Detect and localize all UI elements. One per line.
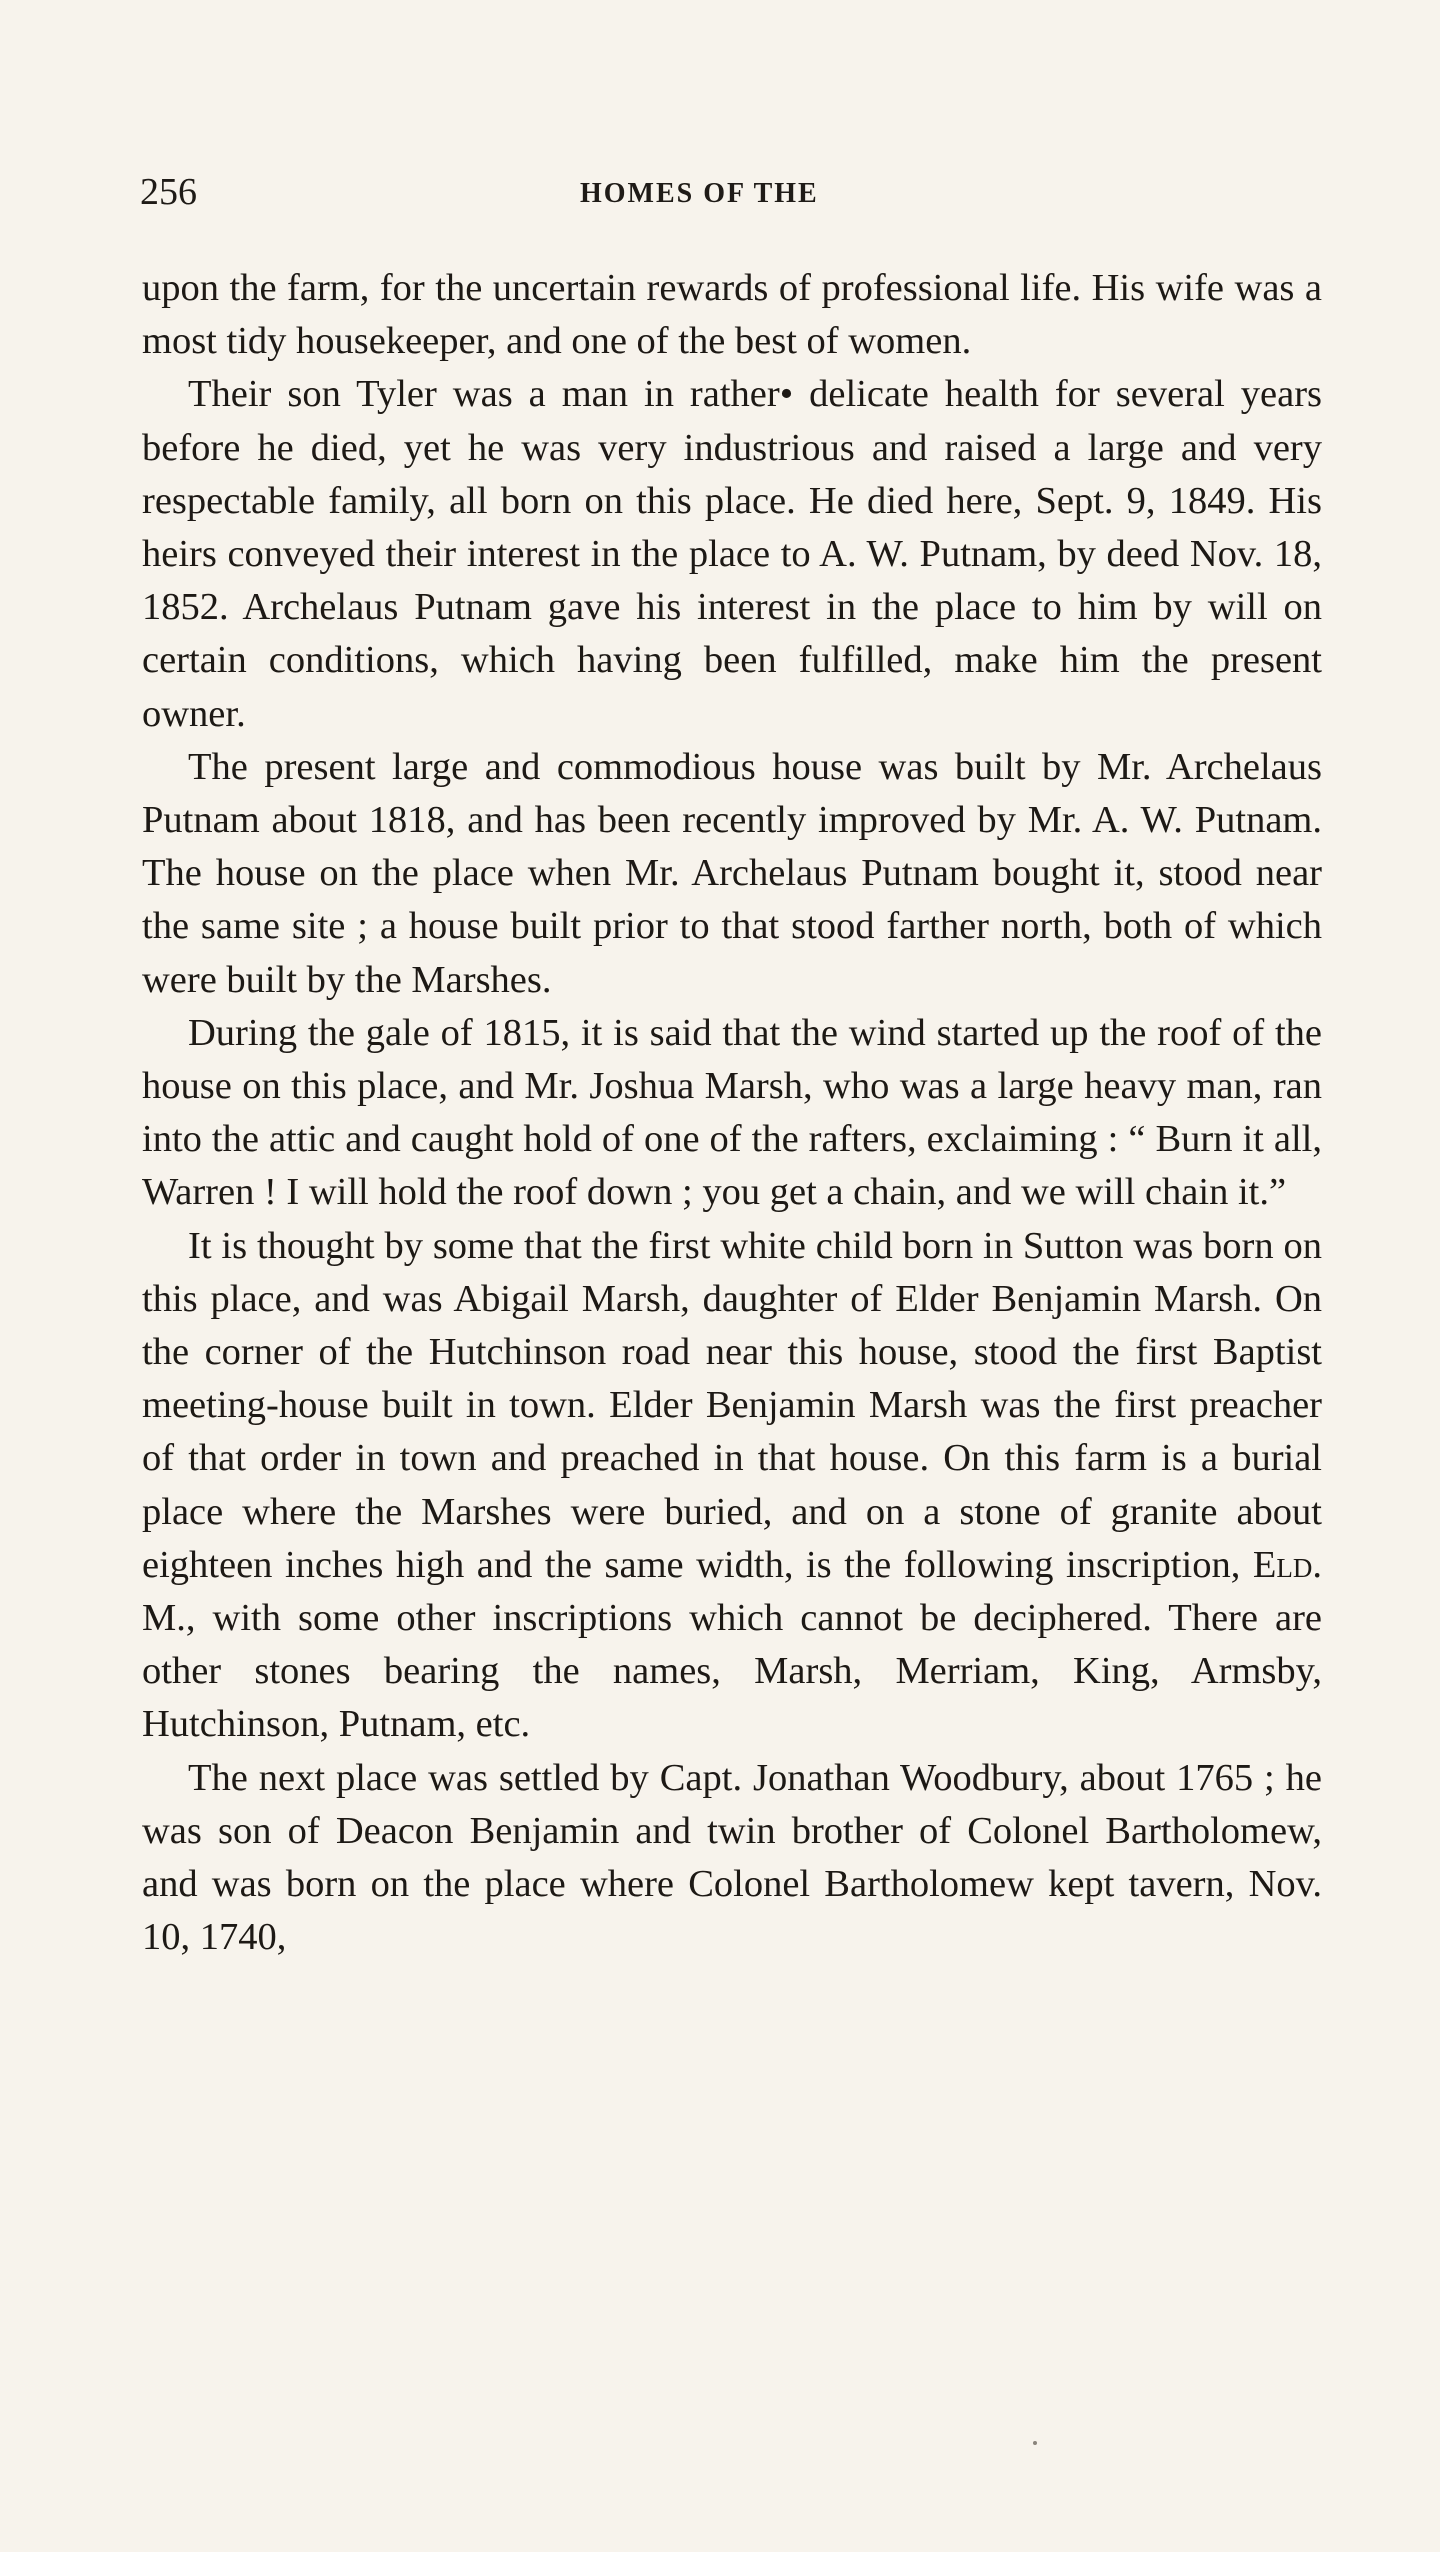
running-head: HOMES OF THE <box>580 178 819 209</box>
paragraph-continuation: upon the farm, for the uncertain rewards of professional life. His wife was a most tidy housekeeper, and one of the best of women. <box>142 267 1322 363</box>
paragraph-first-child <box>142 1220 1322 1752</box>
inscription-text: Eld. M. <box>142 1543 1322 1640</box>
paragraph-tyler: Their son Tyler was a man in rather• delicate health for several years before he died, yet he was very industrious and raised a large and very respectable family, all born on this place. He died here, Sept. 9, 1849. His heirs conveyed their interest in the place to A. W. Putnam, by deed Nov. 18, 1852. Archelaus Putnam gave his interest in the place to him by will on certain conditions, which having been fulfilled, make him the present owner. <box>142 373 1322 735</box>
paragraph-house: The present large and commodious house was built by Mr. Archelaus Putnam about 1818, and has been recently improved by Mr. A. W. Putnam. The house on the place when Mr. Archelaus Putnam bought it, stood near the same site ; a house built prior to that stood farther north, both of which were built by the Marshes. <box>142 745 1322 1001</box>
paragraph-woodbury: The next place was settled by Capt. Jonathan Woodbury, about 1765 ; he was son of Deacon Benjamin and twin brother of Colonel Bartholomew, and was born on the place where Colonel Bartholomew kept tavern, Nov. 10, 1740, <box>142 1756 1322 1959</box>
paragraph-first-child-text-end: , with some other inscriptions which cannot be deciphered. There are other stones bearing the names, Marsh, Merriam, King, Armsby, Hutchinson, Putnam, etc. <box>142 1597 1322 1746</box>
stray-ink-dot <box>1033 2441 1037 2445</box>
page-number: 256 <box>140 171 197 213</box>
paragraph-first-child-text: It is thought by some that the first white child born in Sutton was born on this place, and was Abigail Marsh, daughter of Elder Benjamin Marsh. On the corner of the Hutchinson road near this house, stood the first Baptist meeting-house built in town. Elder Benjamin Marsh was the first preacher of that order in town and preached in that house. On this farm is a burial place where the Marshes were buried, and on a stone of granite about eighteen inches high and the same width, is the following inscription, <box>142 1224 1322 1586</box>
body-text <box>142 262 1322 1965</box>
paragraph-gale: During the gale of 1815, it is said that the wind started up the roof of the house on this place, and Mr. Joshua Marsh, who was a large heavy man, ran into the attic and caught hold of one of the rafters, exclaiming : “ Burn it all, Warren ! I will hold the roof down ; you get a chain, and we will chain it.” <box>142 1011 1322 1214</box>
